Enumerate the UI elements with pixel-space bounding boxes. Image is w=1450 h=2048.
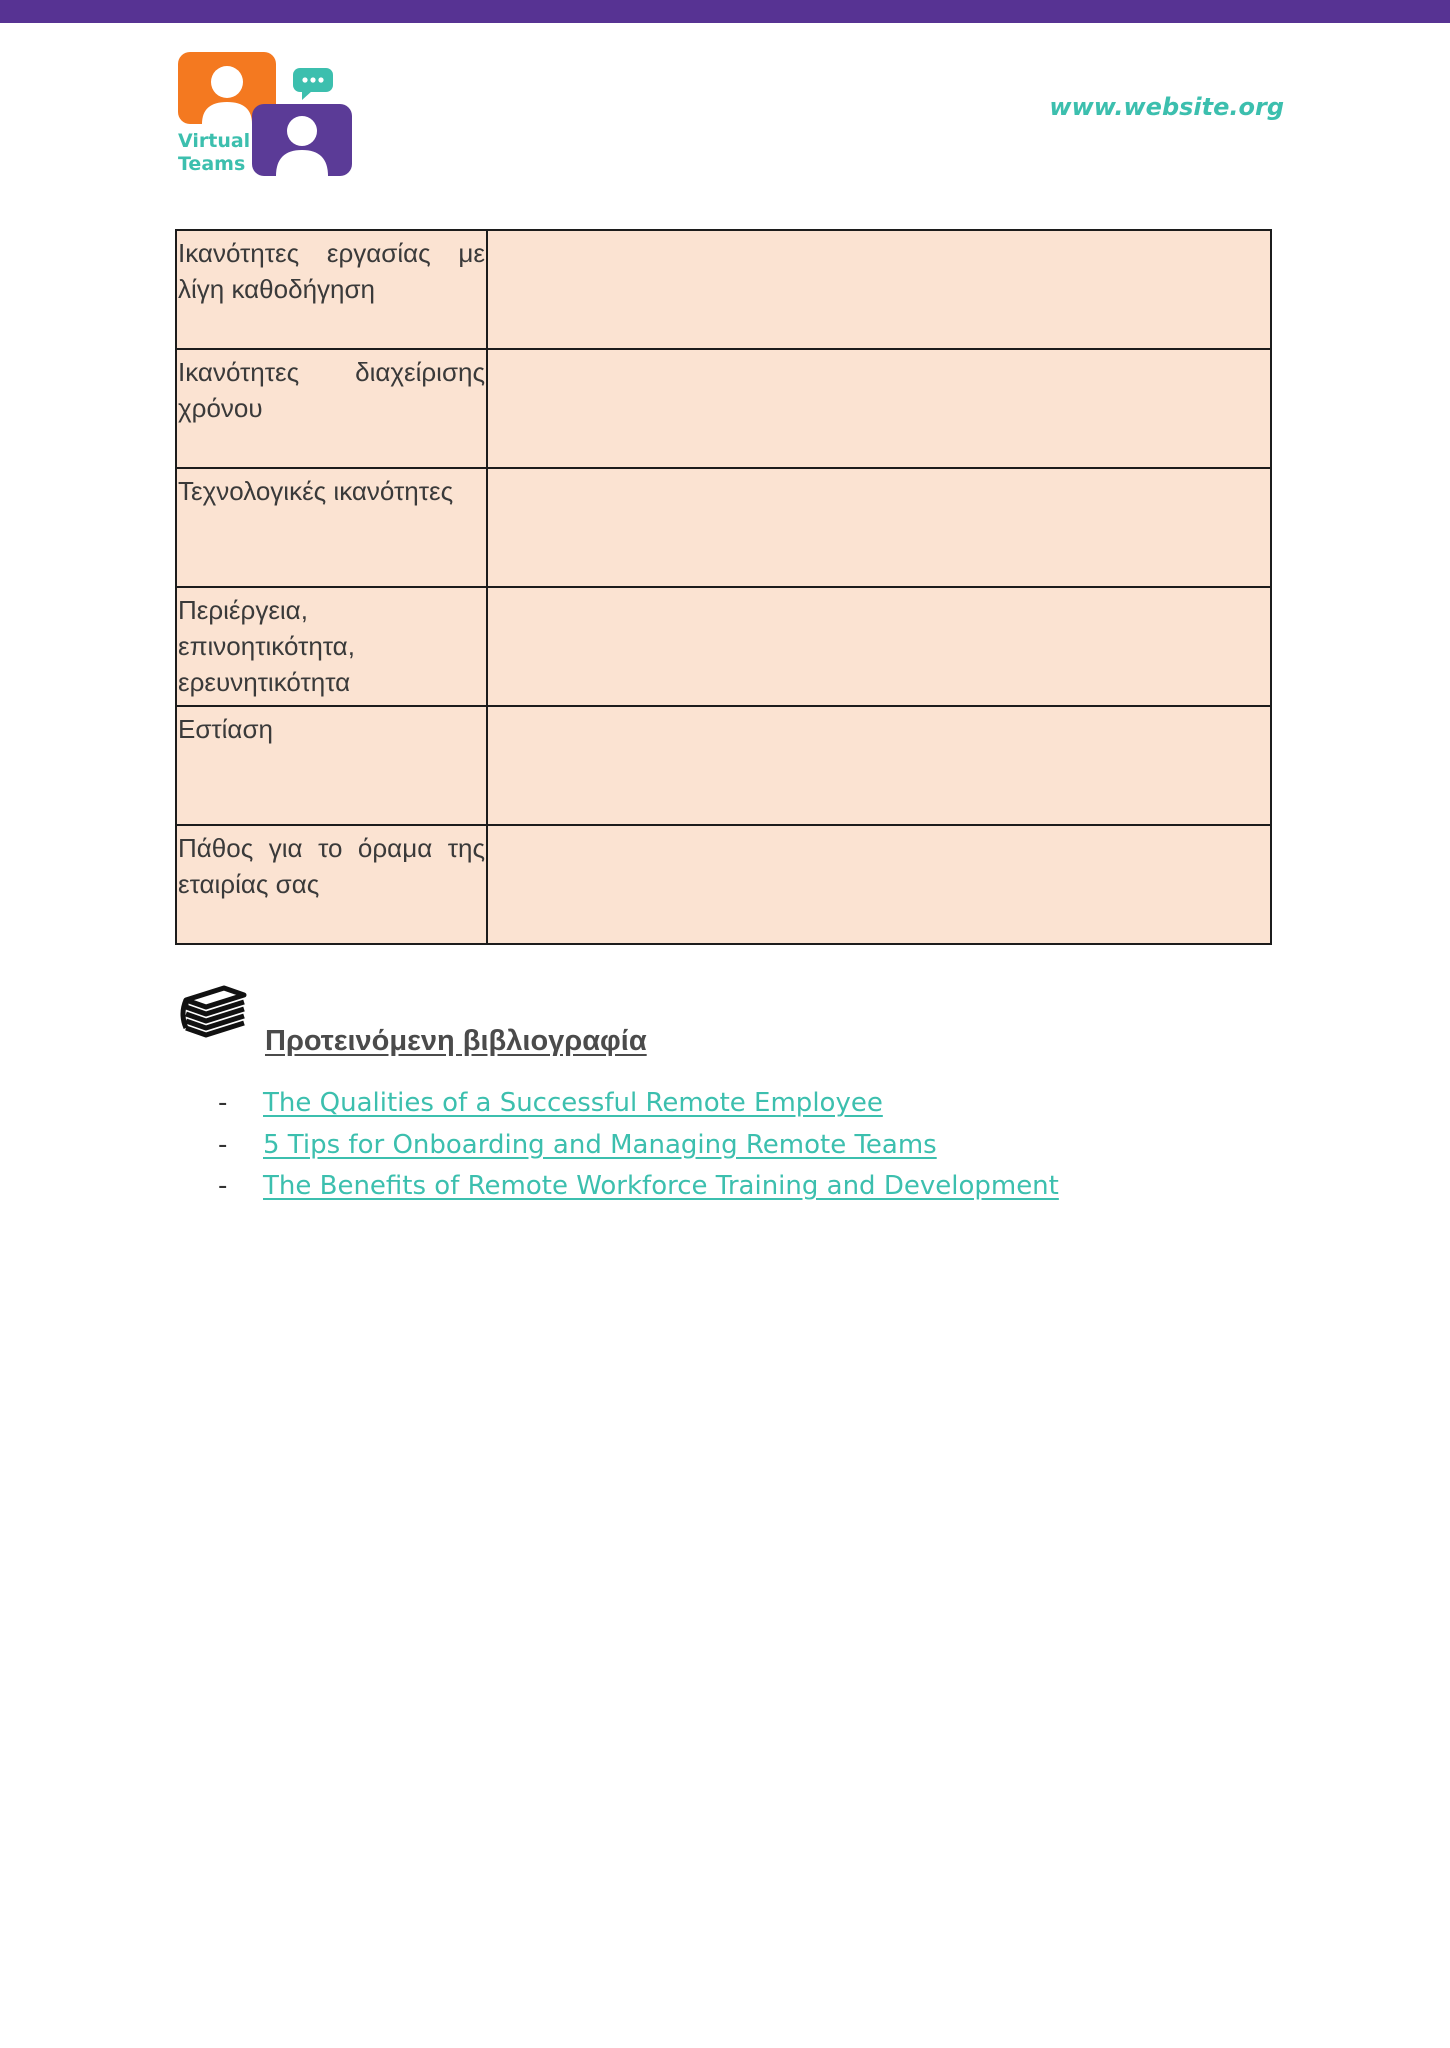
skill-label: Ικανότητες εργασίας με λίγη καθοδήγηση — [176, 230, 487, 349]
table-row — [176, 825, 1271, 944]
logo-text-virtual: Virtual — [178, 130, 251, 152]
skill-value-cell[interactable] — [487, 349, 1271, 468]
reference-link[interactable]: The Qualities of a Successful Remote Employee — [263, 1088, 883, 1118]
skill-label: Ικανότητες διαχείρισης χρόνου — [176, 349, 487, 468]
list-item — [218, 1130, 1059, 1172]
skill-value-cell[interactable] — [487, 230, 1271, 349]
table-row — [176, 587, 1271, 706]
list-item — [218, 1171, 1059, 1213]
list-item — [218, 1088, 1059, 1130]
table-row — [176, 349, 1271, 468]
skill-value-cell[interactable] — [487, 825, 1271, 944]
table-row — [176, 230, 1271, 349]
skills-table — [175, 229, 1272, 945]
skill-value-cell[interactable] — [487, 706, 1271, 825]
skill-label: Τεχνολογικές ικανότητες — [176, 468, 487, 587]
reference-list — [218, 1088, 1059, 1213]
table-row — [176, 468, 1271, 587]
bullet-dash: - — [218, 1171, 228, 1201]
skill-value-cell[interactable] — [487, 468, 1271, 587]
bullet-dash: - — [218, 1088, 228, 1118]
reference-link[interactable]: 5 Tips for Onboarding and Managing Remote Teams — [263, 1129, 937, 1160]
virtual-teams-logo — [176, 52, 356, 180]
skill-label: Περιέργεια, επινοητικότητα, ερευνητικότητα — [176, 587, 487, 706]
website-url: www.website.org — [1049, 93, 1284, 121]
top-color-bar — [0, 0, 1450, 23]
bullet-dash: - — [218, 1129, 228, 1160]
skill-label: Πάθος για το όραμα της εταιρίας σας — [176, 825, 487, 944]
bibliography-heading: Προτεινόμενη βιβλιογραφία — [265, 1025, 647, 1057]
skill-label: Εστίαση — [176, 706, 487, 825]
table-row — [176, 706, 1271, 825]
skill-value-cell[interactable] — [487, 587, 1271, 706]
logo-text-teams: Teams — [178, 153, 246, 175]
books-icon — [180, 984, 250, 1048]
logo-text — [178, 130, 250, 176]
reference-link[interactable]: The Benefits of Remote Workforce Training and Development — [263, 1171, 1059, 1201]
